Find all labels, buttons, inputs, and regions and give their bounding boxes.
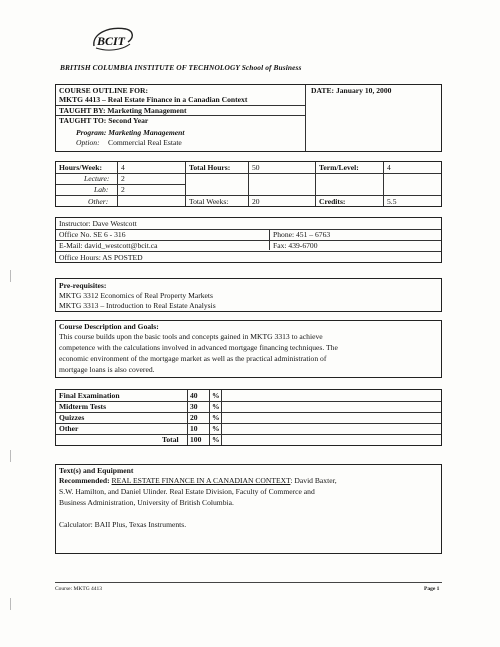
description-line: mortgage loans is also covered. <box>59 365 155 374</box>
evaluation-item-value: 10 <box>190 424 198 433</box>
course-title: MKTG 4413 – Real Estate Finance in a Canadian Context <box>59 95 248 104</box>
evaluation-item-unit: % <box>212 402 220 411</box>
texts-equipment-box <box>55 464 442 554</box>
evaluation-item-unit: % <box>212 424 220 433</box>
hours-week-label: Hours/Week: <box>59 163 103 172</box>
prerequisite-item: MKTG 3312 Economics of Real Property Markets <box>59 291 213 300</box>
course-description-label: Course Description and Goals: <box>59 322 159 331</box>
recommended-text-line <box>59 476 337 487</box>
recommended-label: Recommended: <box>59 476 110 485</box>
course-description-box <box>55 320 442 378</box>
lab-label: Lab: <box>94 185 109 194</box>
course-info-box <box>55 84 442 152</box>
evaluation-item-value: 20 <box>190 413 198 422</box>
option-value: Commercial Real Estate <box>108 138 182 147</box>
prerequisites-box <box>55 278 442 312</box>
description-line: This course builds upon the basic tools and concepts gained in MKTG 3313 to achieve <box>59 332 323 341</box>
footer-page-number: Page 1 <box>424 586 440 592</box>
evaluation-total-unit: % <box>212 435 220 444</box>
evaluation-item-label: Other <box>59 424 79 433</box>
scan-mark <box>10 450 14 462</box>
program: Program: Marketing Management <box>76 128 185 137</box>
svg-text:BCIT: BCIT <box>97 34 126 48</box>
calculator-line: Calculator: BAII Plus, Texas Instruments. <box>59 520 187 529</box>
lecture-label: Lecture: <box>84 174 110 183</box>
evaluation-item-unit: % <box>212 391 220 400</box>
description-line: economic environment of the mortgage market as well as the practical administration of <box>59 354 327 363</box>
texts-equipment-label: Text(s) and Equipment <box>59 466 134 475</box>
credits-label: Credits: <box>319 197 346 206</box>
fax-number: Fax: 439-6700 <box>273 241 318 250</box>
instructor-name: Instructor: Dave Westcott <box>59 219 137 228</box>
evaluation-item-label: Final Examination <box>59 391 120 400</box>
recommended-text-line: S.W. Hamilton, and Daniel Ulinder. Real Estate Division, Faculty of Commerce and <box>59 487 315 496</box>
prerequisite-item: MKTG 3313 – Introduction to Real Estate Analysis <box>59 301 216 310</box>
recommended-text-line: Business Administration, University of British Columbia. <box>59 498 234 507</box>
total-weeks-value: 20 <box>252 197 260 206</box>
evaluation-item-unit: % <box>212 413 220 422</box>
evaluation-item-value: 40 <box>190 391 198 400</box>
credits-value: 5.5 <box>387 197 397 206</box>
total-hours-value: 50 <box>252 163 260 172</box>
instructor-box <box>55 217 442 263</box>
taught-to: TAUGHT TO: Second Year <box>59 116 149 125</box>
evaluation-total-value: 100 <box>190 435 202 444</box>
lecture-value: 2 <box>121 174 125 183</box>
evaluation-item-label: Quizzes <box>59 413 85 422</box>
evaluation-total-label: Total <box>162 435 179 444</box>
email-address: E-Mail: david_westcott@bcit.ca <box>59 241 158 250</box>
other-label: Other: <box>88 197 109 206</box>
total-hours-label: Total Hours: <box>189 163 231 172</box>
course-date: DATE: January 10, 2000 <box>311 86 392 95</box>
recommended-authors: : David Baxter, <box>290 476 337 485</box>
evaluation-table <box>55 389 442 446</box>
scan-mark <box>10 598 14 610</box>
bcit-logo <box>88 24 136 56</box>
hours-week-value: 4 <box>121 163 125 172</box>
lab-value: 2 <box>121 185 125 194</box>
prerequisites-label: Pre-requisites: <box>59 281 107 290</box>
institution-name: BRITISH COLUMBIA INSTITUTE OF TECHNOLOGY School of Business <box>60 63 302 72</box>
term-level-label: Term/Level: <box>319 163 359 172</box>
scan-mark <box>10 270 14 282</box>
footer-course: Course: MKTG 4413 <box>55 586 103 592</box>
total-weeks-label: Total Weeks: <box>189 197 229 206</box>
footer-rule <box>55 582 442 583</box>
course-outline-label: COURSE OUTLINE FOR: <box>59 86 149 95</box>
office-hours: Office Hours: AS POSTED <box>59 253 143 262</box>
option-label: Option: <box>76 138 100 147</box>
description-line: competence with the calculations involved in advanced mortgage financing techniques. The <box>59 343 338 352</box>
term-level-value: 4 <box>387 163 391 172</box>
evaluation-item-value: 30 <box>190 402 198 411</box>
hours-box <box>55 161 442 207</box>
recommended-book-title: REAL ESTATE FINANCE IN A CANADIAN CONTEXT <box>111 476 291 485</box>
phone-number: Phone: 451 – 6763 <box>273 230 331 239</box>
taught-by: TAUGHT BY: Marketing Management <box>59 106 187 115</box>
evaluation-item-label: Midterm Tests <box>59 402 107 411</box>
office-number: Office No. SE 6 - 316 <box>59 230 126 239</box>
